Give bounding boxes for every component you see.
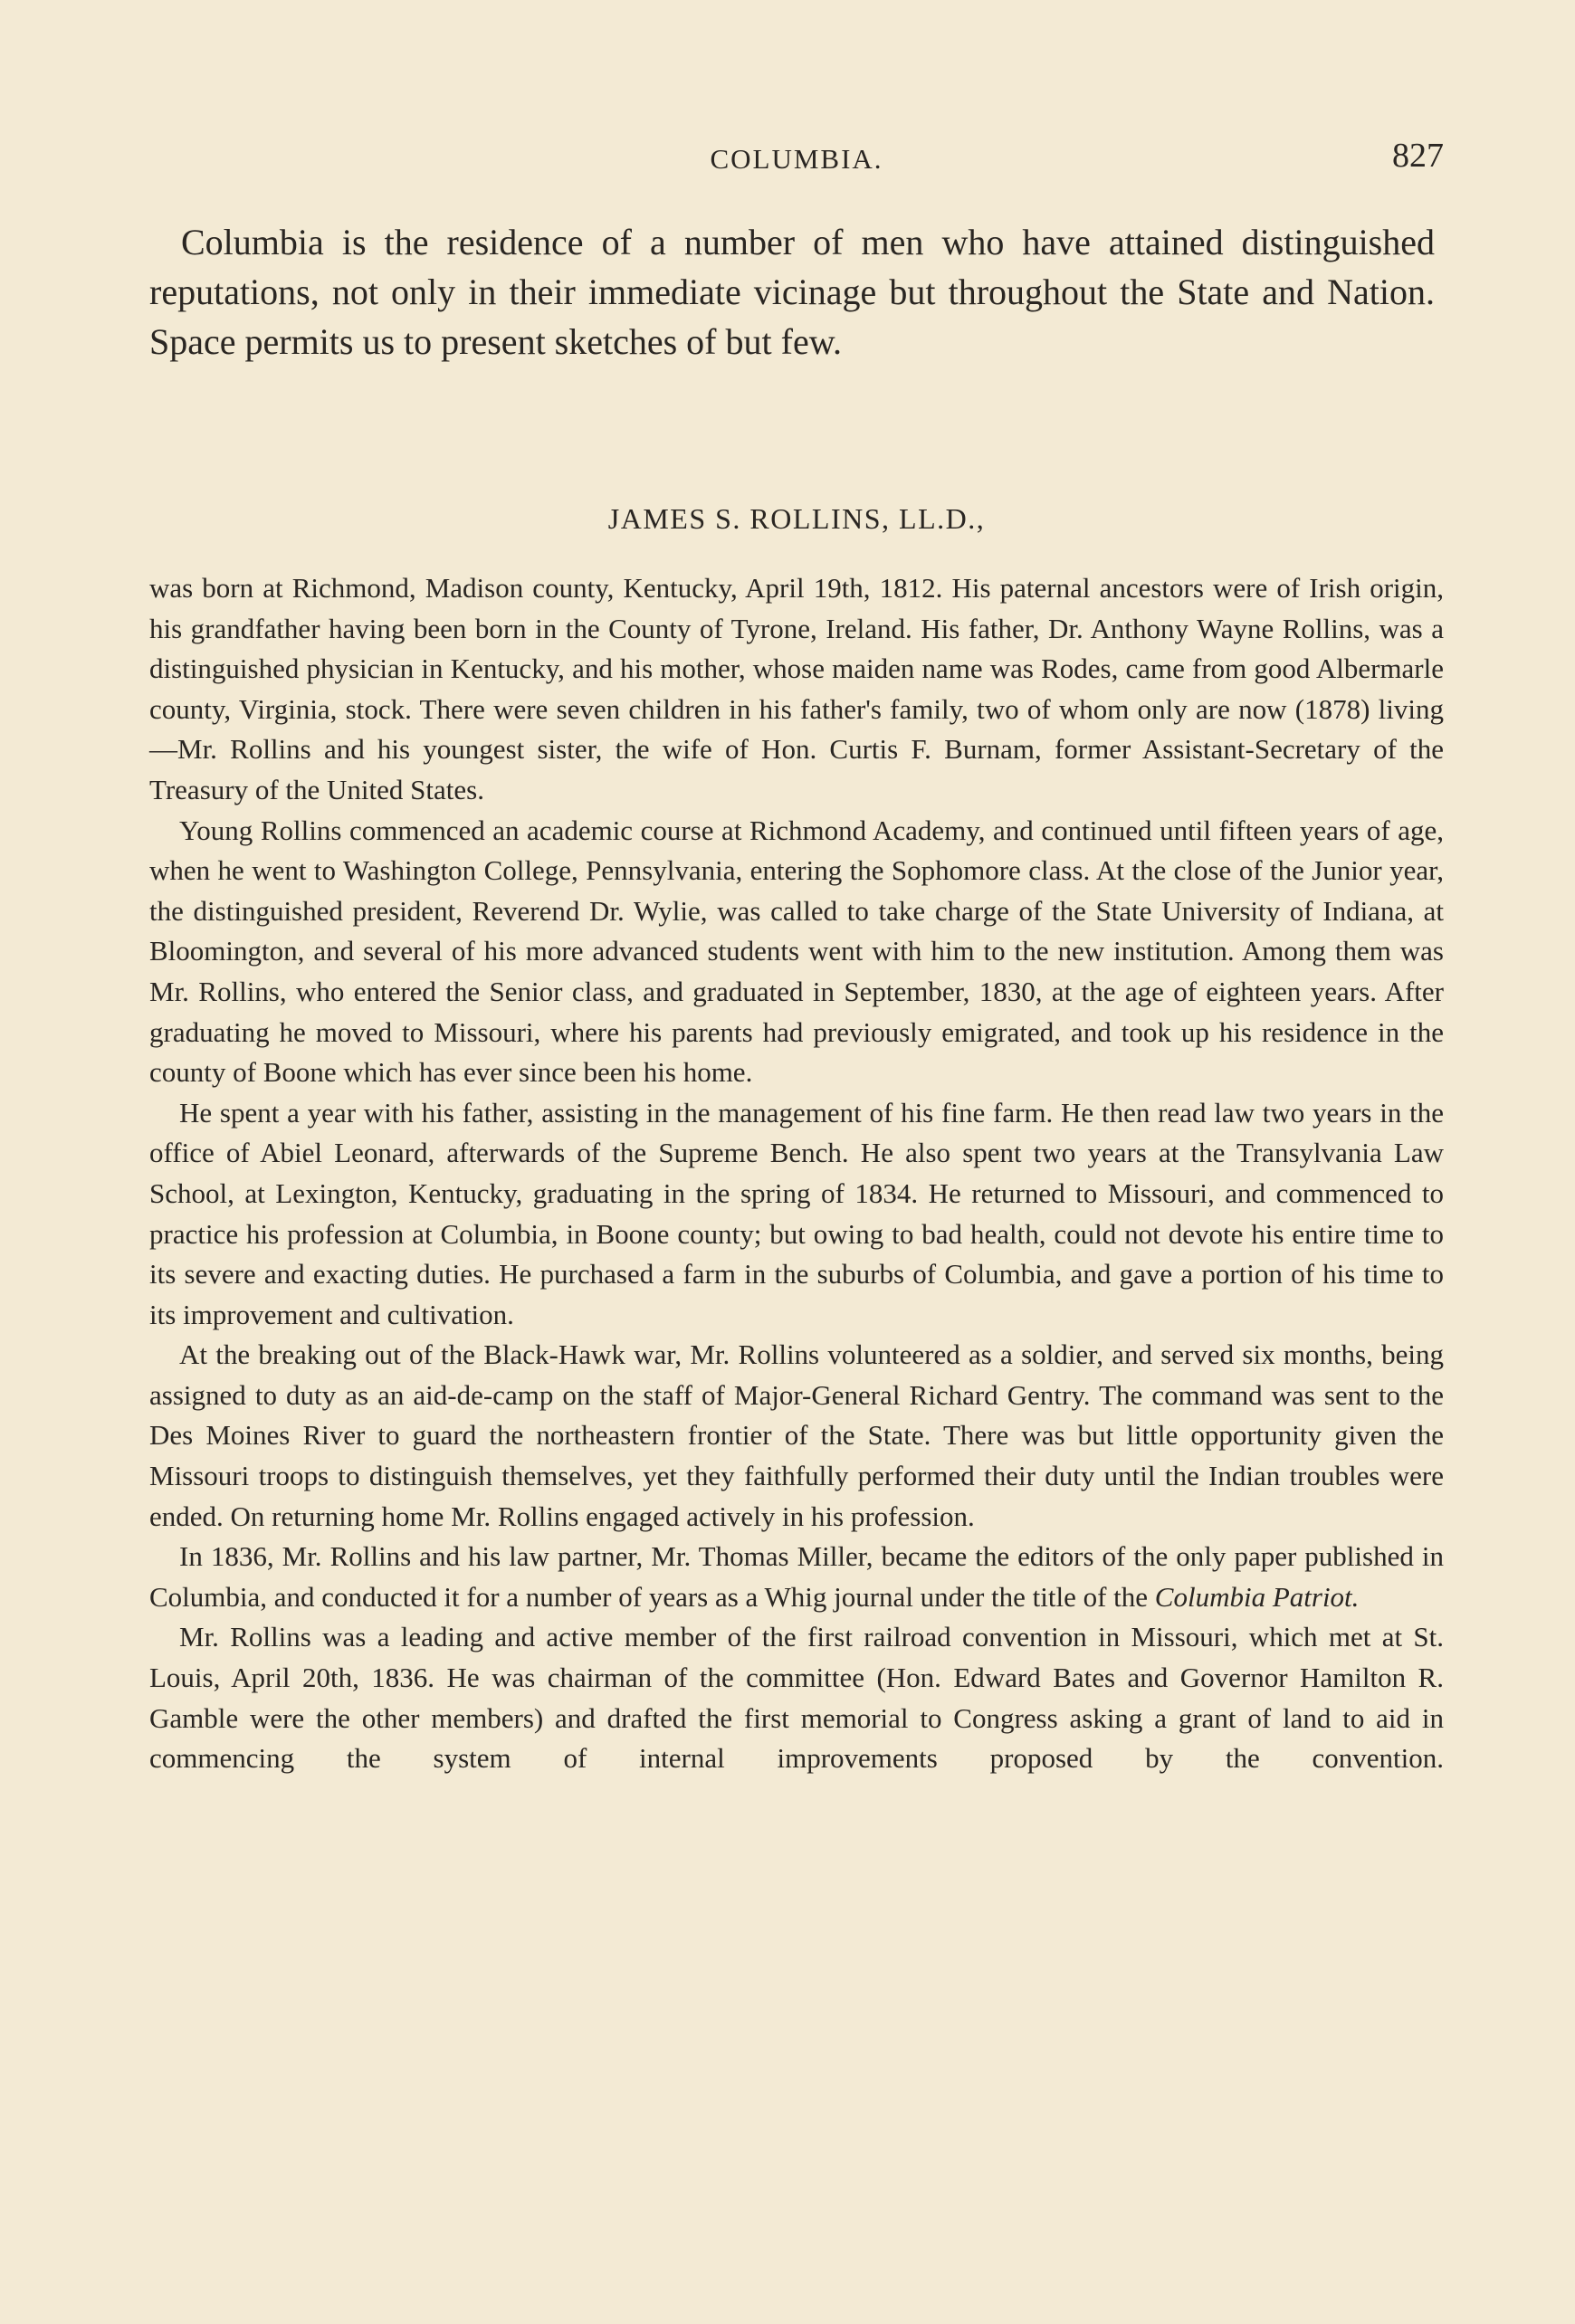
- biography-text: [149, 568, 1444, 1779]
- section-heading: JAMES S. ROLLINS, LL.D.,: [607, 502, 986, 535]
- paragraph-newspaper: [149, 1537, 1444, 1617]
- running-title: COLUMBIA.: [710, 143, 883, 175]
- page-number: 827: [1392, 137, 1444, 175]
- paragraph-law-career: He spent a year with his father, assisting in the management of his fine farm. He then read law two years in the office of Abiel Leonard, afterwards of the Supreme Bench. He also spent two years at the Transylvania Law School, at Lexington, Kentucky, graduating in the spring of 1834. He returned to Missouri, and commenced to practice his profession at Columbia, in Boone county; but owing to bad health, could not devote his entire time to its severe and exacting duties. He purchased a farm in the suburbs of Columbia, and gave a portion of his time to its improvement and cultivation.: [149, 1096, 1444, 1330]
- paragraph-education: Young Rollins commenced an academic course at Richmond Academy, and continued until fifteen years of age, when he went to Washington College, Pennsylvania, entering the Sophomore class. At the close of the Junior year, the distinguished president, Reverend Dr. Wylie, was called to take charge of the State University of Indiana, at Bloomington, and several of his more advanced students went with him to the new institution. Among them was Mr. Rollins, who entered the Senior class, and graduated in September, 1830, at the age of eighteen years. After graduating he moved to Missouri, where his parents had previously emigrated, and took up his residence in the county of Boone which has ever since been his home.: [149, 814, 1444, 1089]
- running-head: [149, 136, 1444, 181]
- paragraph-newspaper-text: In 1836, Mr. Rollins and his law partner, Mr. Thomas Miller, became the editors of the only paper published in Columbia, and conducted it for a number of years as a Whig journal under the title of the: [149, 1540, 1444, 1613]
- newspaper-title: Columbia Patriot.: [1154, 1580, 1360, 1613]
- paragraph-birth: was born at Richmond, Madison county, Kentucky, April 19th, 1812. His paternal ancestors were of Irish origin, his grandfather having been born in the County of Tyrone, Ireland. His father, Dr. Anthony Wayne Rollins, was a distinguished physician in Kentucky, and his mother, whose maiden name was Rodes, came from good Albermarle county, Virginia, stock. There were seven children in his father's family, two of whom only are now (1878) living—Mr. Rollins and his youngest sister, the wife of Hon. Curtis F. Burnam, former Assistant-Secretary of the Treasury of the United States.: [149, 572, 1444, 805]
- intro-paragraph: Columbia is the residence of a number of men who have attained distinguished reputations, not only in their immediate vicinage but throughout the State and Nation. Space permits us to present sketches of but few.: [149, 222, 1435, 362]
- paragraph-railroad-convention: Mr. Rollins was a leading and active member of the first railroad convention in Missouri, which met at St. Louis, April 20th, 1836. He was chairman of the committee (Hon. Edward Bates and Governor Hamilton R. Gamble were the other members) and drafted the first memorial to Congress asking a grant of land to aid in commencing the system of internal improvements proposed by the convention.: [149, 1621, 1444, 1775]
- paragraph-black-hawk-war: At the breaking out of the Black-Hawk war, Mr. Rollins volunteered as a soldier, and served six months, being assigned to duty as an aid-de-camp on the staff of Major-General Richard Gentry. The command was sent to the Des Moines River to guard the northeastern frontier of the State. There was but little opportunity given the Missouri troops to distinguish themselves, yet they faithfully performed their duty until the Indian troubles were ended. On returning home Mr. Rollins engaged actively in his profession.: [149, 1338, 1444, 1532]
